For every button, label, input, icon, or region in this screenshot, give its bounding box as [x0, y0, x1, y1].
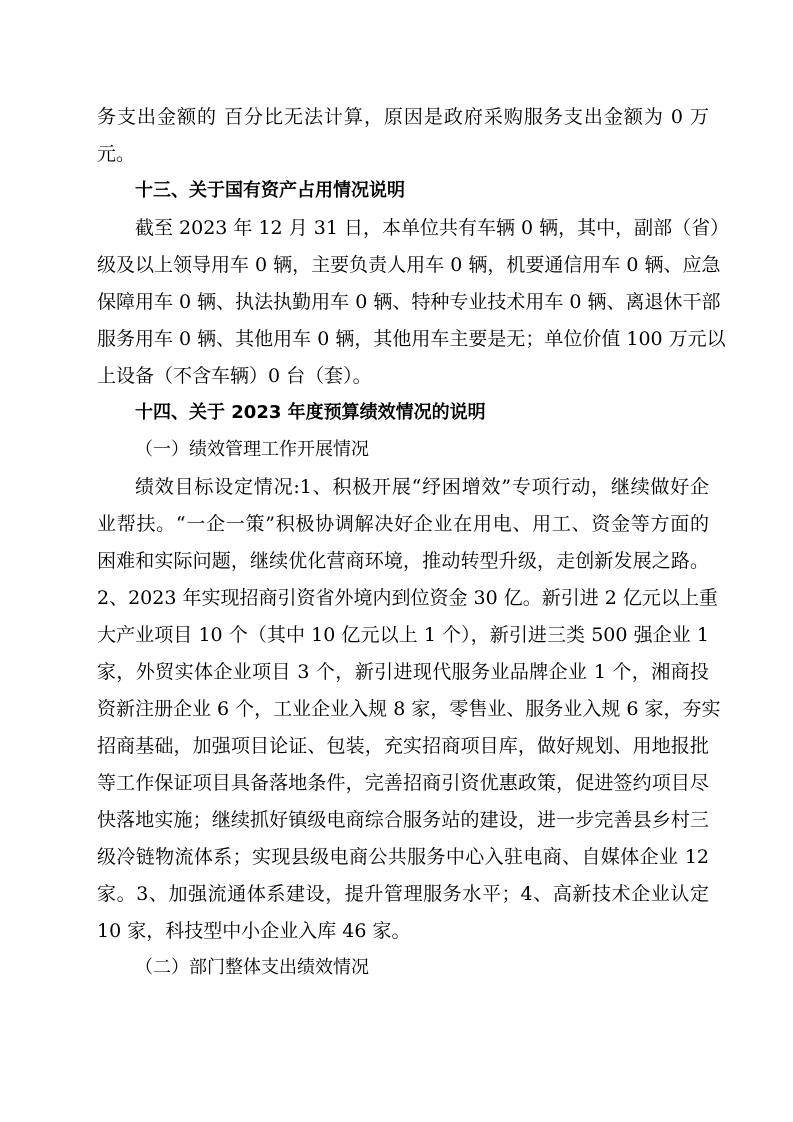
paragraph-line: 大产业项目 10 个（其中 10 亿元以上 1 个），新引进三类 500 强企业 1	[97, 624, 709, 646]
paragraph-line: 服务用车 0 辆、其他用车 0 辆，其他用车主要是无；单位价值 100 万元以	[97, 328, 726, 350]
paragraph-line: 绩效目标设定情况:1、积极开展“纾困增效”专项行动，继续做好企	[135, 476, 709, 498]
paragraph-line: 等工作保证项目具备落地条件，完善招商引资优惠政策，促进签约项目尽	[97, 772, 709, 794]
paragraph-line: 务支出金额的 百分比无法计算，原因是政府采购服务支出金额为 0 万	[97, 106, 709, 128]
paragraph-line: 级冷链物流体系；实现县级电商公共服务中心入驻电商、自媒体企业 12	[97, 846, 709, 868]
subsection-heading-1: （一）绩效管理工作开展情况	[135, 439, 369, 460]
paragraph-line: 10 家，科技型中小企业入库 46 家。	[97, 920, 411, 942]
paragraph-line: 资新注册企业 6 个，工业企业入规 8 家，零售业、服务业入规 6 家，夯实	[97, 698, 721, 720]
paragraph-line: 2、2023 年实现招商引资省外境内到位资金 30 亿。新引进 2 亿元以上重	[97, 587, 718, 609]
paragraph-line: 截至 2023 年 12 月 31 日，本单位共有车辆 0 辆，其中，副部（省）	[135, 217, 730, 239]
paragraph-line: 家。3、加强流通体系建设，提升管理服务水平；4、高新技术企业认定	[97, 883, 709, 905]
paragraph-line: 困难和实际问题，继续优化营商环境，推动转型升级，走创新发展之路。	[97, 550, 709, 572]
paragraph-line: 招商基础，加强项目论证、包装，充实招商项目库，做好规划、用地报批	[97, 735, 709, 757]
paragraph-line: 业帮扶。“一企一策”积极协调解决好企业在用电、用工、资金等方面的	[97, 513, 709, 535]
paragraph-line: 上设备（不含车辆）0 台（套）。	[97, 365, 372, 387]
section-heading-14: 十四、关于 2023 年度预算绩效情况的说明	[135, 402, 486, 423]
paragraph-line: 家，外贸实体企业项目 3 个，新引进现代服务业品牌企业 1 个，湘商投	[97, 661, 709, 683]
section-heading-13: 十三、关于国有资产占用情况说明	[135, 180, 405, 201]
paragraph-line: 快落地实施；继续抓好镇级电商综合服务站的建设，进一步完善县乡村三	[97, 809, 709, 831]
paragraph-line: 元。	[97, 143, 136, 165]
paragraph-line: 保障用车 0 辆、执法执勤用车 0 辆、特种专业技术用车 0 辆、离退休干部	[97, 291, 721, 313]
paragraph-line: 级及以上领导用车 0 辆，主要负责人用车 0 辆，机要通信用车 0 辆、应急	[97, 254, 721, 276]
subsection-heading-2: （二）部门整体支出绩效情况	[135, 957, 369, 978]
